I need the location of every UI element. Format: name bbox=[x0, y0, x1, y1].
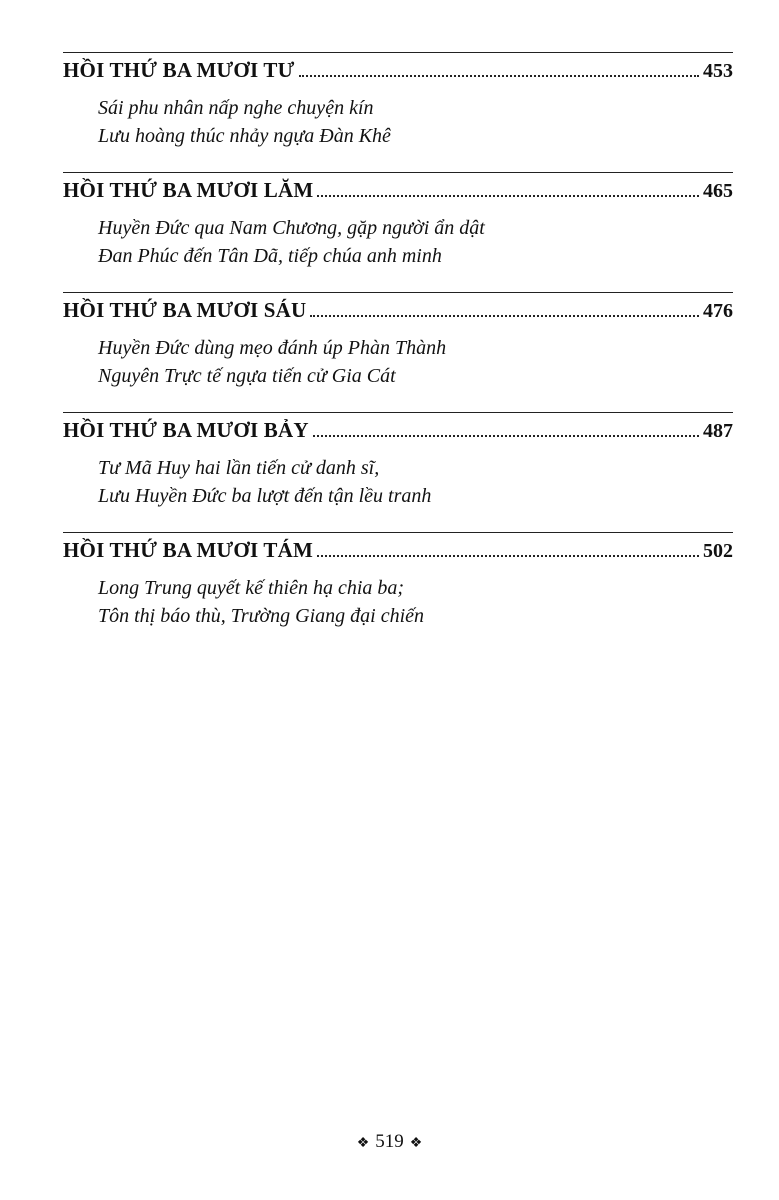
toc-entry bbox=[63, 532, 733, 630]
toc-heading-row bbox=[63, 292, 733, 330]
page-number: 519 bbox=[375, 1131, 404, 1152]
toc-heading-row bbox=[63, 532, 733, 570]
subtitle-line: Long Trung quyết kế thiên hạ chia ba; bbox=[98, 577, 405, 599]
toc-entry bbox=[63, 172, 733, 270]
subtitle-line: Nguyên Trực tế ngựa tiến cử Gia Cát bbox=[98, 365, 396, 387]
toc-heading-row bbox=[63, 52, 733, 90]
dot-leader bbox=[310, 314, 699, 317]
table-of-contents bbox=[63, 52, 733, 652]
toc-heading-row bbox=[63, 172, 733, 210]
dot-leader bbox=[313, 434, 699, 437]
chapter-title: HỒI THỨ BA MƯƠI BẢY bbox=[63, 418, 309, 442]
ornament-left-icon: ❖ bbox=[356, 1136, 370, 1151]
subtitle-line: Tư Mã Huy hai lần tiến cử danh sĩ, bbox=[98, 457, 380, 479]
chapter-subtitles bbox=[98, 454, 733, 510]
page-reference: 502 bbox=[703, 540, 733, 562]
subtitle-line: Lưu hoàng thúc nhảy ngựa Đàn Khê bbox=[98, 125, 391, 147]
page-reference: 453 bbox=[703, 60, 733, 82]
chapter-title: HỒI THỨ BA MƯƠI TÁM bbox=[63, 538, 313, 562]
subtitle-line: Tôn thị báo thù, Trường Giang đại chiến bbox=[98, 605, 425, 627]
chapter-title: HỒI THỨ BA MƯƠI TƯ bbox=[63, 58, 295, 82]
toc-heading-row bbox=[63, 412, 733, 450]
subtitle-line: Sái phu nhân nấp nghe chuyện kín bbox=[98, 97, 374, 119]
chapter-subtitles bbox=[98, 214, 733, 270]
chapter-title: HỒI THỨ BA MƯƠI SÁU bbox=[63, 298, 307, 322]
subtitle-line: Huyền Đức dùng mẹo đánh úp Phàn Thành bbox=[98, 337, 447, 359]
dot-leader bbox=[299, 74, 699, 77]
toc-entry bbox=[63, 292, 733, 390]
chapter-subtitles bbox=[98, 334, 733, 390]
ornament-right-icon: ❖ bbox=[409, 1136, 423, 1151]
chapter-title: HỒI THỨ BA MƯƠI LĂM bbox=[63, 178, 314, 202]
page-reference: 476 bbox=[703, 300, 733, 322]
subtitle-line: Đan Phúc đến Tân Dã, tiếp chúa anh minh bbox=[98, 245, 442, 267]
chapter-subtitles bbox=[98, 94, 733, 150]
page-reference: 465 bbox=[703, 180, 733, 202]
subtitle-line: Lưu Huyền Đức ba lượt đến tận lều tranh bbox=[98, 485, 432, 507]
page-reference: 487 bbox=[703, 420, 733, 442]
subtitle-line: Huyền Đức qua Nam Chương, gặp người ẩn dật bbox=[98, 217, 485, 239]
chapter-subtitles bbox=[98, 574, 733, 630]
toc-entry bbox=[63, 52, 733, 150]
page-footer bbox=[0, 1131, 779, 1153]
dot-leader bbox=[317, 554, 699, 557]
dot-leader bbox=[317, 194, 699, 197]
toc-entry bbox=[63, 412, 733, 510]
